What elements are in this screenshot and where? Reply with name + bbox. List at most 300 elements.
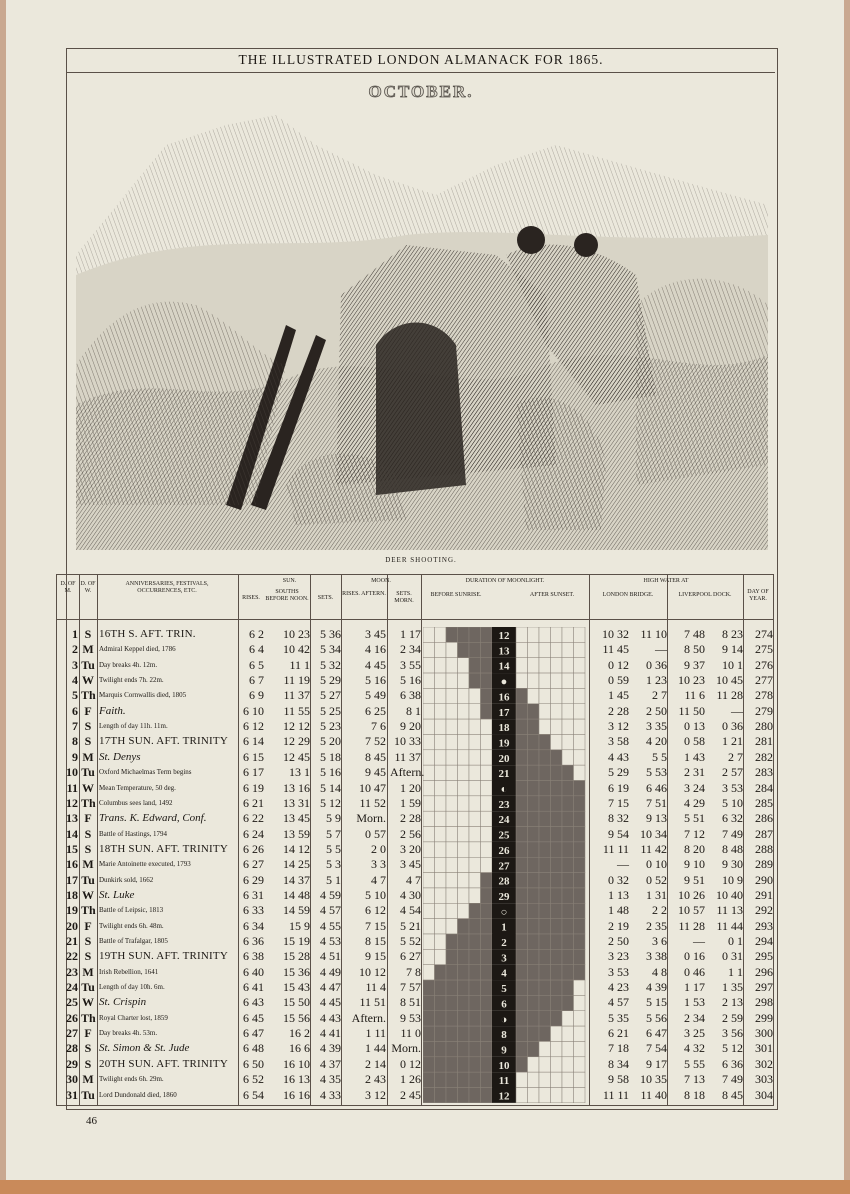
weekday: S	[84, 1041, 92, 1056]
liverpool-morn: 9 10	[684, 857, 705, 872]
london-morn: 3 58	[608, 734, 629, 749]
day-of-year: 301	[755, 1041, 773, 1056]
weekday: S	[84, 841, 92, 856]
day-number: 12	[66, 795, 78, 810]
sun-souths: 16 2	[289, 1026, 310, 1041]
day-number: 29	[66, 1056, 78, 1071]
day-of-year: 289	[755, 857, 773, 872]
liverpool-morn: 1 53	[684, 995, 705, 1010]
event: Twilight ends 6h. 48m.	[99, 921, 164, 930]
weekday: W	[82, 995, 94, 1010]
moon-rises: 7 15	[365, 918, 386, 933]
table-row	[57, 781, 773, 797]
sun-rises: 6 38	[243, 949, 264, 964]
day-number: 3	[72, 657, 78, 672]
day-of-year: 297	[755, 980, 773, 995]
liverpool-aftern: —	[731, 703, 743, 718]
day-number: 1	[72, 627, 78, 641]
col-sun-sets: SETS.	[317, 595, 334, 601]
sun-rises: 6 7	[249, 673, 264, 688]
table-row	[57, 1057, 773, 1073]
london-aftern: 9 17	[646, 1056, 667, 1071]
liverpool-morn: 7 13	[684, 1072, 705, 1087]
liverpool-morn: 8 50	[684, 642, 705, 657]
london-aftern: 3 6	[652, 934, 667, 948]
col-moon: MOON.	[371, 578, 391, 584]
event: St. Crispin	[99, 996, 147, 1009]
liverpool-aftern: 1 1	[728, 964, 743, 979]
day-of-year: 290	[755, 872, 773, 887]
moon-hour-label: 2	[501, 937, 507, 949]
day-of-year: 277	[755, 673, 773, 688]
sun-rises: 6 47	[243, 1026, 264, 1041]
day-number: 28	[66, 1041, 78, 1056]
table-row	[57, 842, 773, 858]
event: 20TH SUN. AFT. TRINITY	[99, 1057, 228, 1070]
day-number: 18	[66, 887, 78, 902]
london-morn: 10 32	[602, 627, 629, 641]
moon-hour-label: ◑	[500, 1013, 508, 1026]
sun-souths: 10 23	[283, 627, 310, 641]
sun-sets: 5 16	[320, 765, 341, 780]
moon-hour-label: 20	[498, 752, 510, 765]
liverpool-aftern: 5 10	[722, 795, 743, 810]
liverpool-morn: 2 34	[684, 1010, 705, 1025]
weekday: F	[84, 703, 92, 718]
table-row	[57, 688, 773, 704]
table-row	[57, 734, 773, 750]
day-number: 20	[66, 918, 78, 933]
moon-sets: 9 53	[400, 1010, 421, 1025]
weekday: Tu	[81, 1087, 95, 1102]
moon-sets: 1 17	[400, 627, 421, 641]
moon-sets: 3 55	[400, 657, 421, 672]
event: Battle of Leipsic, 1813	[99, 906, 164, 915]
moon-sets: 1 26	[400, 1072, 421, 1087]
sun-souths: 13 31	[283, 795, 310, 810]
moon-sets: 11 37	[394, 749, 421, 764]
moon-hour-label: 14	[498, 660, 510, 673]
moon-hour-label: 27	[498, 860, 510, 873]
day-of-year: 276	[755, 657, 773, 672]
liverpool-morn: 11 50	[678, 703, 705, 718]
moon-rises: 6 12	[365, 903, 386, 918]
london-aftern: 5 53	[646, 765, 667, 780]
sun-sets: 4 45	[320, 995, 341, 1010]
table-row	[57, 1072, 773, 1088]
moon-hour-label: 19	[498, 737, 510, 750]
sun-sets: 4 49	[320, 964, 341, 979]
day-of-year: 286	[755, 811, 773, 826]
header-rule	[57, 619, 773, 620]
col-moon-rises: RISES. AFTERN.	[342, 591, 386, 597]
liverpool-aftern: 10 45	[716, 673, 743, 688]
moon-rises: 10 12	[359, 964, 386, 979]
day-of-year: 281	[755, 734, 773, 749]
liverpool-aftern: 2 57	[722, 765, 743, 780]
page-edge	[0, 1180, 850, 1194]
moon-hour-label: 29	[498, 890, 510, 903]
sun-souths: 16 16	[283, 1087, 310, 1102]
sun-rises: 6 14	[243, 734, 264, 749]
liverpool-morn: 0 58	[684, 734, 705, 749]
london-aftern: 6 46	[646, 780, 667, 795]
liverpool-aftern: 11 13	[716, 903, 743, 918]
london-morn: 1 45	[608, 688, 629, 703]
sun-sets: 5 14	[320, 780, 341, 795]
table-row	[57, 995, 773, 1011]
london-aftern: 4 8	[652, 964, 667, 979]
page-number: 46	[86, 1115, 97, 1127]
sun-souths: 14 48	[283, 887, 310, 902]
col-moonlight: DURATION OF MOONLIGHT.	[465, 578, 545, 584]
moon-sets: 8 51	[400, 995, 421, 1010]
day-of-year: 285	[755, 795, 773, 810]
sun-sets: 5 12	[320, 795, 341, 810]
event: 19TH SUN. AFT. TRINITY	[99, 950, 228, 963]
moon-rises: 5 49	[365, 688, 386, 703]
london-morn: 6 21	[608, 1026, 629, 1041]
moon-hour-label: 12	[498, 630, 510, 642]
sun-sets: 5 7	[326, 826, 341, 841]
table-row	[57, 934, 773, 950]
day-number: 21	[66, 934, 78, 948]
day-of-year: 294	[755, 934, 773, 948]
col-day-of-month: D. OF M.	[60, 581, 76, 594]
moon-hour-label: 21	[498, 768, 510, 781]
weekday: Th	[81, 688, 96, 703]
weekday: S	[84, 949, 92, 964]
london-morn: 5 35	[608, 1010, 629, 1025]
moon-rises: 4 45	[365, 657, 386, 672]
event: Length of day 10h. 6m.	[99, 983, 165, 992]
table-row	[57, 642, 773, 658]
liverpool-morn: 8 18	[684, 1087, 705, 1102]
london-morn: —	[617, 857, 629, 872]
sun-rises: 6 29	[243, 872, 264, 887]
sun-sets: 5 5	[326, 841, 341, 856]
sun-sets: 4 55	[320, 918, 341, 933]
london-morn: 1 48	[608, 903, 629, 918]
weekday: M	[82, 857, 94, 872]
event: 18TH SUN. AFT. TRINITY	[99, 842, 228, 855]
table-row	[57, 919, 773, 935]
event: Oxford Michaelmas Term begins	[99, 768, 192, 777]
event: St. Simon & St. Jude	[99, 1042, 190, 1055]
liverpool-aftern: 11 28	[716, 688, 743, 703]
moon-hour-label: ○	[500, 906, 508, 919]
day-of-year: 303	[755, 1072, 773, 1087]
london-morn: 8 32	[608, 811, 629, 826]
moon-rises: 7 52	[365, 734, 386, 749]
event: Dunkirk sold, 1662	[99, 875, 154, 884]
weekday: S	[84, 627, 92, 641]
sun-rises: 6 5	[249, 657, 264, 672]
london-morn: 4 57	[608, 995, 629, 1010]
moon-rises: 3 45	[365, 627, 386, 641]
sun-souths: 15 43	[283, 980, 310, 995]
event: Day breaks 4h. 53m.	[99, 1029, 158, 1038]
liverpool-morn: 9 51	[684, 872, 705, 887]
sun-sets: 4 53	[320, 934, 341, 948]
day-number: 4	[72, 673, 78, 688]
liverpool-morn: 11 6	[684, 688, 705, 703]
moon-sets: 4 30	[400, 887, 421, 902]
sun-rises: 6 50	[243, 1056, 264, 1071]
sun-rises: 6 26	[243, 841, 264, 856]
moon-hour-label: 24	[498, 814, 510, 827]
london-aftern: 0 10	[646, 857, 667, 872]
table-row	[57, 1088, 773, 1104]
moon-hour-label: 28	[498, 875, 510, 888]
day-number: 31	[66, 1087, 78, 1102]
liverpool-morn: 5 55	[684, 1056, 705, 1071]
day-of-year: 288	[755, 841, 773, 856]
col-day-of-week: D. OF W.	[80, 581, 96, 594]
table-row	[57, 903, 773, 919]
event: Mean Temperature, 50 deg.	[99, 783, 176, 792]
moon-rises: 2 43	[365, 1072, 386, 1087]
sun-sets: 4 43	[320, 1010, 341, 1025]
liverpool-aftern: 10 1	[722, 657, 743, 672]
moon-hour-label: 11	[498, 1075, 510, 1088]
liverpool-aftern: 9 14	[722, 642, 743, 657]
moon-rises: 10 47	[359, 780, 386, 795]
sun-souths: 12 45	[283, 749, 310, 764]
moon-hour-label: 16	[498, 691, 510, 704]
london-morn: 0 12	[608, 657, 629, 672]
liverpool-morn: 3 24	[684, 780, 705, 795]
london-morn: 8 34	[608, 1056, 629, 1071]
sun-sets: 4 41	[320, 1026, 341, 1041]
sun-sets: 5 23	[320, 719, 341, 734]
liverpool-morn: 0 13	[684, 719, 705, 734]
weekday: Tu	[81, 657, 95, 672]
day-of-year: 300	[755, 1026, 773, 1041]
moon-rises: Morn.	[356, 811, 386, 826]
moon-rises: 5 10	[365, 887, 386, 902]
table-row	[57, 827, 773, 843]
col-liverpool-dock: LIVERPOOL DOCK.	[678, 592, 732, 598]
moon-hour-label: 9	[501, 1044, 507, 1057]
liverpool-morn: 10 57	[678, 903, 705, 918]
london-aftern: 2 50	[646, 703, 667, 718]
liverpool-aftern: 10 9	[722, 872, 743, 887]
london-morn: 0 59	[608, 673, 629, 688]
event: 16TH S. AFT. TRIN.	[99, 628, 196, 640]
moon-hour-label: 13	[498, 645, 510, 658]
day-of-year: 295	[755, 949, 773, 964]
london-morn: 3 12	[608, 719, 629, 734]
sun-rises: 6 9	[249, 688, 264, 703]
liverpool-morn: 1 17	[684, 980, 705, 995]
london-morn: 4 43	[608, 749, 629, 764]
table-row	[57, 1041, 773, 1057]
sun-souths: 14 37	[283, 872, 310, 887]
moon-rises: 1 11	[365, 1026, 386, 1041]
london-morn: 2 50	[608, 934, 629, 948]
london-aftern: 2 7	[652, 688, 667, 703]
london-morn: 0 32	[608, 872, 629, 887]
sun-souths: 16 10	[283, 1056, 310, 1071]
moon-rises: 9 15	[365, 949, 386, 964]
weekday: S	[84, 734, 92, 749]
event: 17TH SUN. AFT. TRINITY	[99, 735, 228, 748]
sun-rises: 6 40	[243, 964, 264, 979]
event: Twilight ends 7h. 22m.	[99, 676, 164, 685]
moon-rises: 11 4	[365, 980, 386, 995]
liverpool-aftern: 11 44	[716, 918, 743, 933]
london-morn: 3 53	[608, 964, 629, 979]
london-aftern: 10 34	[640, 826, 667, 841]
sun-sets: 4 33	[320, 1087, 341, 1102]
sun-rises: 6 45	[243, 1010, 264, 1025]
sun-rises: 6 21	[243, 795, 264, 810]
london-aftern: 6 47	[646, 1026, 667, 1041]
liverpool-aftern: 7 49	[722, 1072, 743, 1087]
moon-hour-label: 6	[501, 998, 507, 1011]
liverpool-morn: 7 12	[684, 826, 705, 841]
london-aftern: 11 10	[640, 627, 667, 641]
sun-sets: 4 47	[320, 980, 341, 995]
sun-sets: 4 57	[320, 903, 341, 918]
sun-sets: 4 35	[320, 1072, 341, 1087]
table-row	[57, 965, 773, 981]
deer-shooting-engraving	[76, 105, 768, 550]
day-of-year: 292	[755, 903, 773, 918]
weekday: S	[84, 826, 92, 841]
moon-rises: 5 16	[365, 673, 386, 688]
table-row	[57, 811, 773, 827]
liverpool-aftern: 1 21	[722, 734, 743, 749]
london-aftern: 3 38	[646, 949, 667, 964]
col-sun-souths: SOUTHS BEFORE NOON.	[265, 589, 309, 602]
day-number: 24	[66, 980, 78, 995]
moon-rises: 4 7	[371, 872, 386, 887]
weekday: F	[84, 1026, 92, 1041]
liverpool-aftern: 8 48	[722, 841, 743, 856]
london-aftern: 9 13	[646, 811, 667, 826]
liverpool-aftern: 0 1	[728, 934, 743, 948]
weekday: M	[82, 1072, 94, 1087]
weekday: S	[84, 1056, 92, 1071]
col-sun: SUN.	[282, 578, 297, 584]
moon-sets: 1 20	[400, 780, 421, 795]
sun-sets: 4 59	[320, 887, 341, 902]
sun-souths: 14 12	[283, 841, 310, 856]
sun-rises: 6 54	[243, 1087, 264, 1102]
day-number: 22	[66, 949, 78, 964]
col-day-of-year: DAY OF YEAR.	[747, 589, 769, 602]
liverpool-aftern: 2 13	[722, 995, 743, 1010]
almanack-title: THE ILLUSTRATED LONDON ALMANACK FOR 1865.	[238, 52, 604, 67]
moon-hour-label: 5	[501, 983, 507, 996]
moon-rises: 7 6	[371, 719, 386, 734]
liverpool-morn: 11 28	[678, 918, 705, 933]
event: Faith.	[99, 704, 126, 717]
sun-rises: 6 52	[243, 1072, 264, 1087]
liverpool-morn: 7 48	[684, 627, 705, 641]
moon-sets: 3 45	[400, 857, 421, 872]
weekday: F	[84, 918, 92, 933]
moon-sets: 2 45	[400, 1087, 421, 1102]
weekday: Th	[81, 795, 96, 810]
moon-hour-label: 25	[498, 829, 510, 842]
event: St. Luke	[99, 888, 135, 901]
liverpool-morn: —	[693, 934, 705, 948]
col-before-sunrise: BEFORE SUNRISE.	[430, 592, 482, 598]
london-morn: 4 23	[608, 980, 629, 995]
london-aftern: 1 23	[646, 673, 667, 688]
sun-sets: 4 37	[320, 1056, 341, 1071]
moon-sets: 1 59	[400, 795, 421, 810]
day-of-year: 275	[755, 642, 773, 657]
day-number: 7	[72, 719, 78, 734]
liverpool-aftern: 2 59	[722, 1010, 743, 1025]
london-aftern: 4 39	[646, 980, 667, 995]
liverpool-morn: 10 23	[678, 673, 705, 688]
event: Battle of Trafalgar, 1805	[99, 937, 168, 945]
moon-hour-label: ●	[500, 676, 508, 689]
moon-hour-label: ◐	[500, 783, 508, 796]
london-aftern: 10 35	[640, 1072, 667, 1087]
sun-rises: 6 31	[243, 887, 264, 902]
moon-hour-label: 18	[498, 722, 510, 735]
event: Lord Dundonald died, 1860	[99, 1090, 177, 1099]
london-aftern: 2 2	[652, 903, 667, 918]
weekday: W	[82, 887, 94, 902]
weekday: M	[82, 642, 94, 657]
liverpool-morn: 0 16	[684, 949, 705, 964]
sun-sets: 5 1	[326, 872, 341, 887]
table-row	[57, 704, 773, 720]
header-rule	[67, 72, 775, 73]
weekday: S	[84, 719, 92, 734]
moon-rises: 11 52	[359, 795, 386, 810]
sun-rises: 6 24	[243, 826, 264, 841]
moon-hour-label: 3	[501, 952, 507, 965]
moon-rises: 8 15	[365, 934, 386, 948]
moon-sets: 3 20	[400, 841, 421, 856]
sun-rises: 6 17	[243, 765, 264, 780]
moon-rises: 3 12	[365, 1087, 386, 1102]
weekday: F	[84, 811, 92, 826]
london-aftern: 7 51	[646, 795, 667, 810]
liverpool-aftern: 8 45	[722, 1087, 743, 1102]
sun-souths: 13 1	[289, 765, 310, 780]
moon-hour-label: 12	[498, 1090, 510, 1103]
liverpool-aftern: 7 49	[722, 826, 743, 841]
table-row	[57, 627, 773, 643]
day-of-year: 282	[755, 749, 773, 764]
sun-rises: 6 19	[243, 780, 264, 795]
london-aftern: 5 5	[652, 749, 667, 764]
moon-rises: 1 44	[365, 1041, 386, 1056]
month-title: OCTOBER.	[368, 82, 474, 101]
sun-rises: 6 27	[243, 857, 264, 872]
day-number: 15	[66, 841, 78, 856]
moon-rises: 3 3	[371, 857, 386, 872]
table-row	[57, 980, 773, 996]
london-aftern: 0 36	[646, 657, 667, 672]
sun-sets: 5 25	[320, 703, 341, 718]
moon-sets: 5 21	[400, 918, 421, 933]
sun-souths: 16 6	[289, 1041, 310, 1056]
event: Columbus sees land, 1492	[99, 798, 173, 807]
weekday: Tu	[81, 765, 95, 780]
event: Marquis Cornwallis died, 1805	[99, 691, 187, 700]
col-anniversaries: ANNIVERSARIES, FESTIVALS, OCCURRENCES, ETC.	[125, 581, 209, 594]
